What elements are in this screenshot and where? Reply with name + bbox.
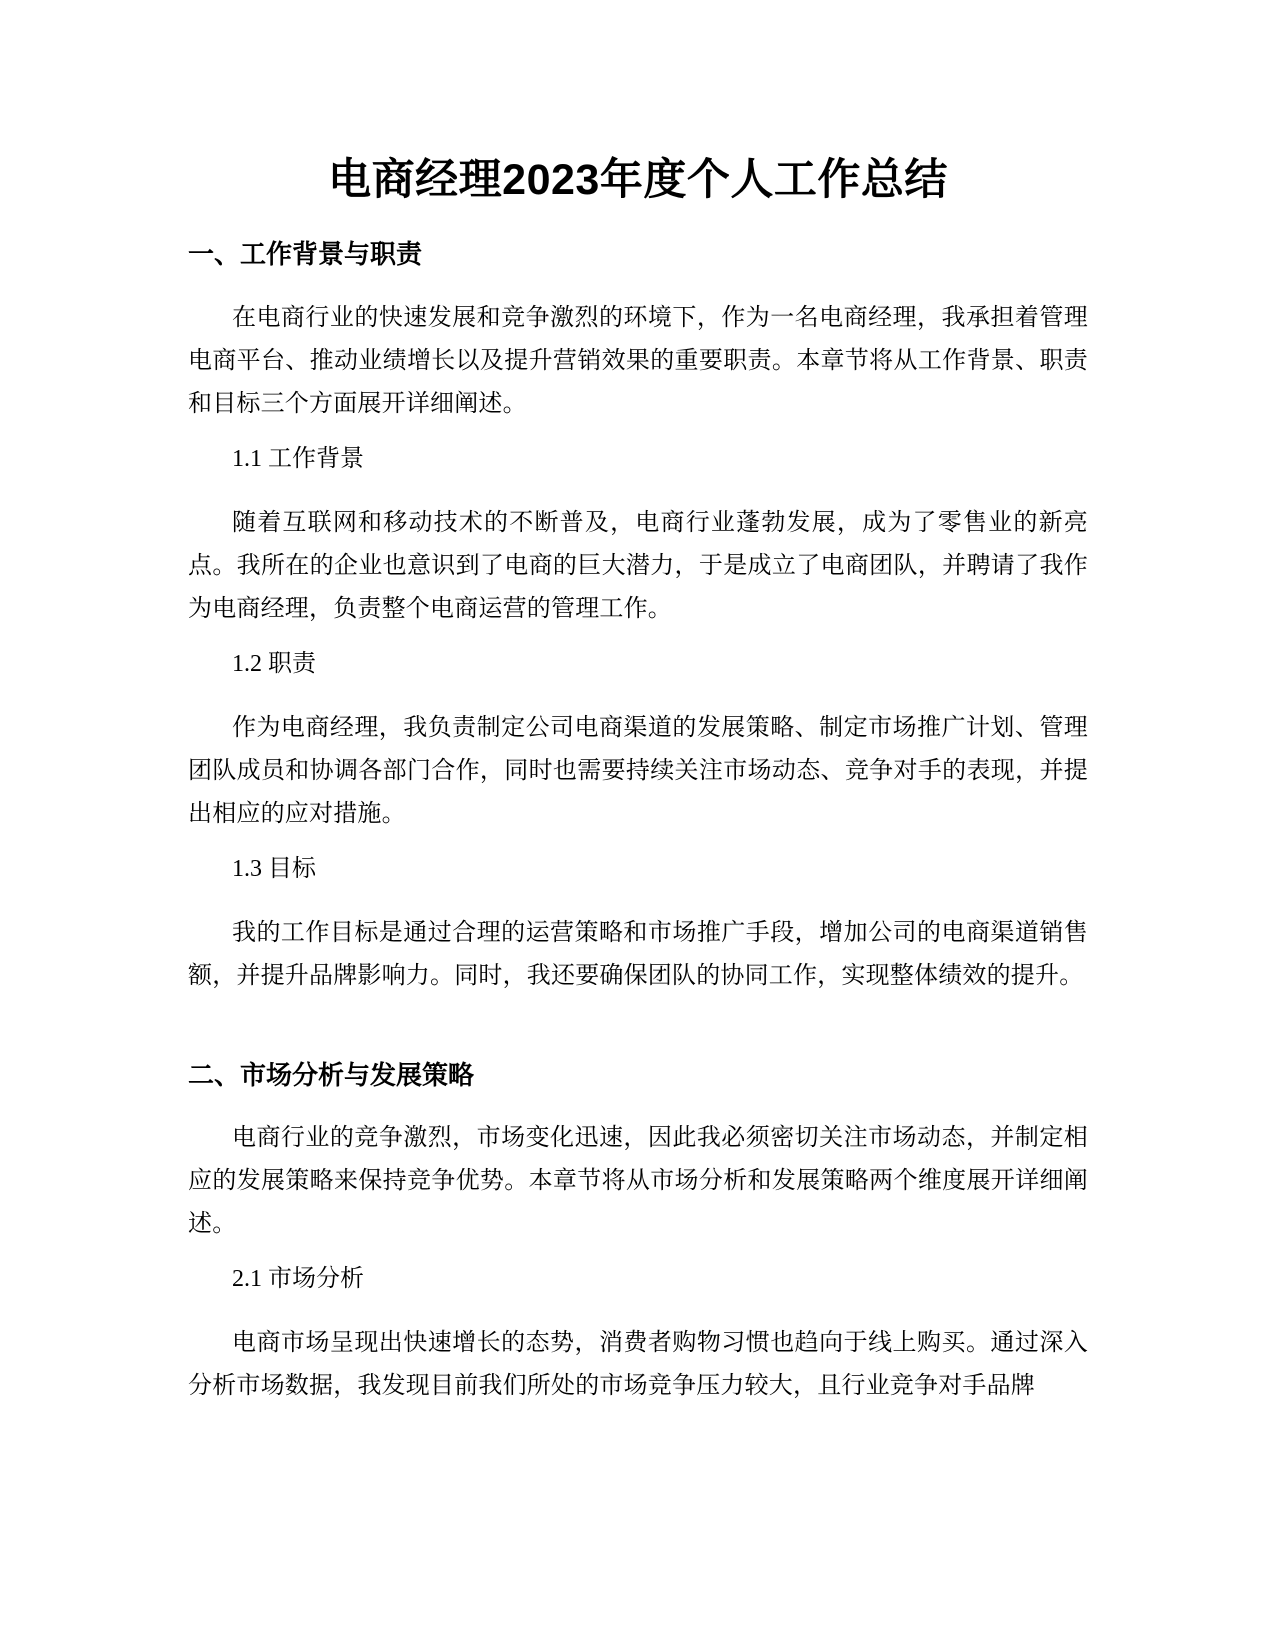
section-1-intro: 在电商行业的快速发展和竞争激烈的环境下，作为一名电商经理，我承担着管理电商平台、推动业绩增长以及提升营销效果的重要职责。本章节将从工作背景、职责和目标三个方面展开详细阐述。 — [188, 305, 1088, 417]
subsection-2-1-heading: 2.1 市场分析 — [232, 1266, 364, 1292]
subsection-1-1-text: 随着互联网和移动技术的不断普及，电商行业蓬勃发展，成为了零售业的新亮点。我所在的企业也意识到了电商的巨大潜力，于是成立了电商团队，并聘请了我作为电商经理，负责整个电商运营的管理工作。 — [188, 510, 1088, 622]
section-2-intro: 电商行业的竞争激烈，市场变化迅速，因此我必须密切关注市场动态，并制定相应的发展策略来保持竞争优势。本章节将从市场分析和发展策略两个维度展开详细阐述。 — [188, 1125, 1088, 1237]
subsection-1-3-text: 我的工作目标是通过合理的运营策略和市场推广手段，增加公司的电商渠道销售额，并提升品牌影响力。同时，我还要确保团队的协同工作，实现整体绩效的提升。 — [188, 920, 1088, 989]
subsection-2-1-text: 电商市场呈现出快速增长的态势，消费者购物习惯也趋向于线上购买。通过深入分析市场数据，我发现目前我们所处的市场竞争压力较大，且行业竞争对手品牌 — [188, 1330, 1088, 1399]
section-2-heading: 二、市场分析与发展策略 — [188, 1060, 475, 1090]
subsection-1-2-text: 作为电商经理，我负责制定公司电商渠道的发展策略、制定市场推广计划、管理团队成员和协调各部门合作，同时也需要持续关注市场动态、竞争对手的表现，并提出相应的应对措施。 — [188, 715, 1088, 827]
subsection-1-3-heading: 1.3 目标 — [232, 856, 316, 882]
document-title: 电商经理2023年度个人工作总结 — [328, 156, 948, 204]
subsection-1-1-heading: 1.1 工作背景 — [232, 446, 364, 472]
section-1-heading: 一、工作背景与职责 — [188, 239, 423, 269]
subsection-1-2-heading: 1.2 职责 — [232, 651, 316, 677]
